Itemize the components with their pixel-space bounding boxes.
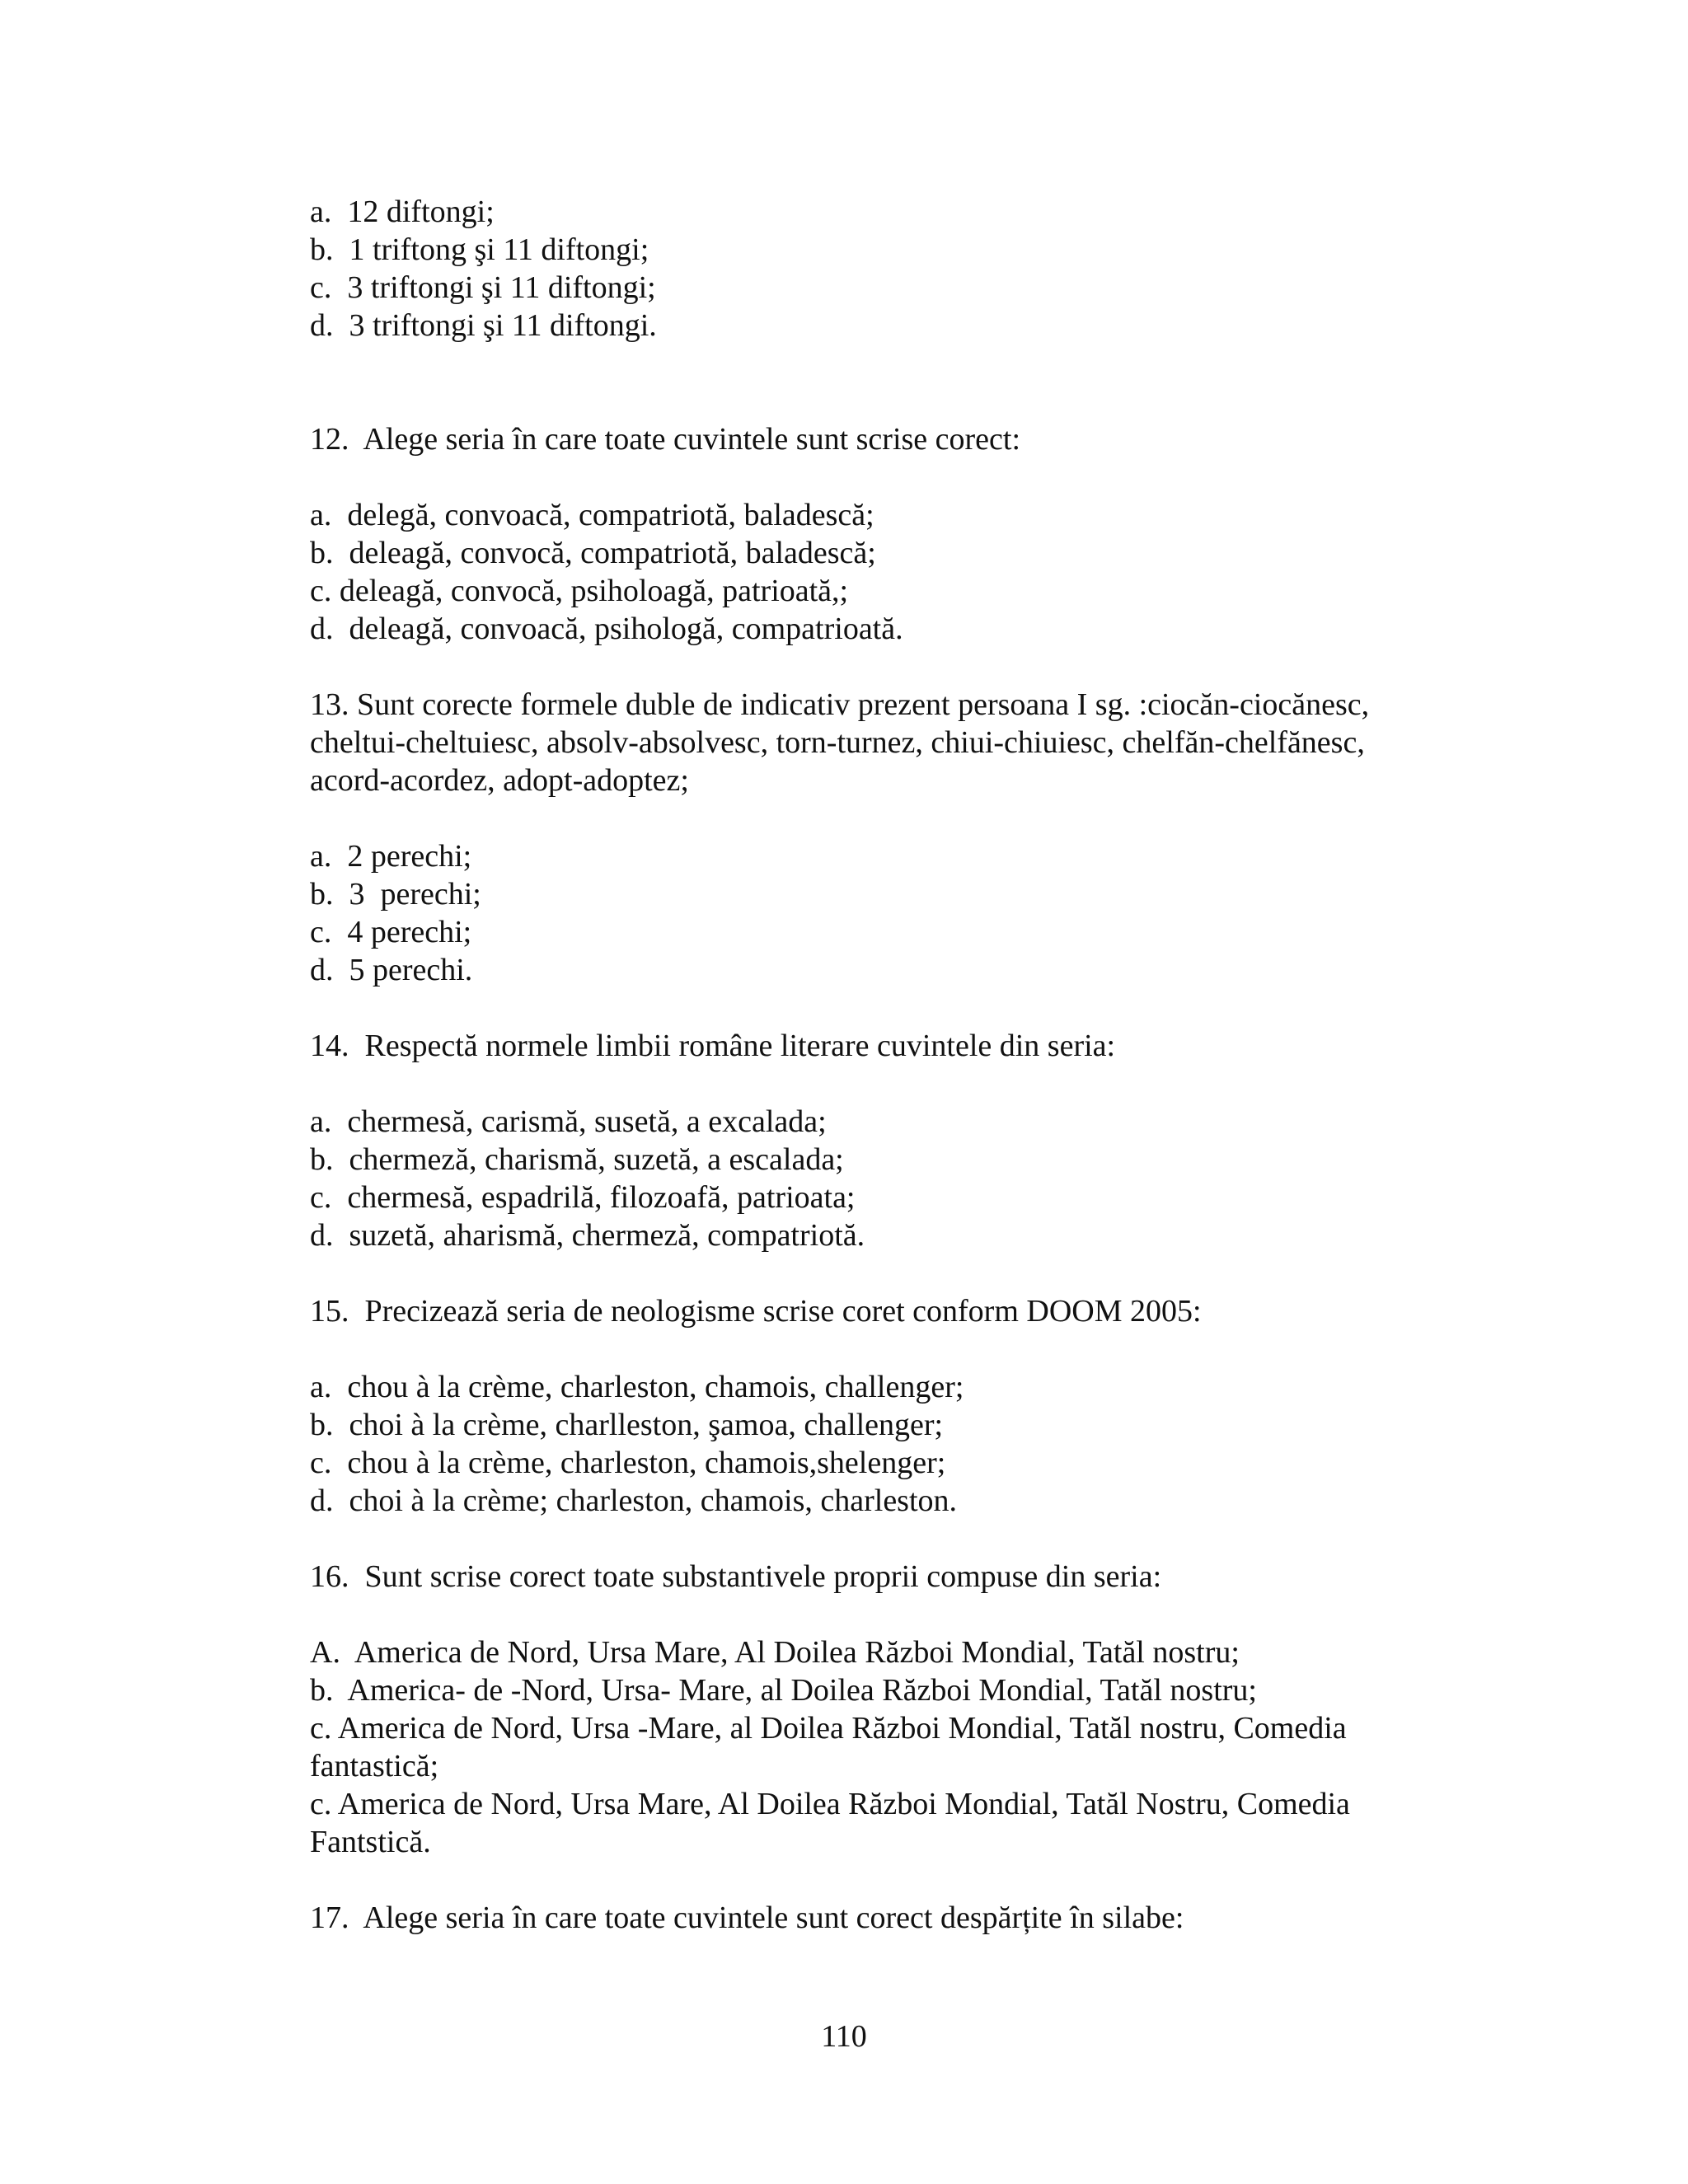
q14-text: 14. Respectă normele limbii române literare cuvintele din seria: — [310, 1029, 1116, 1063]
spacer — [310, 799, 1431, 837]
spacer — [310, 1254, 1431, 1292]
q16-option-b: b. America- de -Nord, Ursa- Mare, al Doilea Război Mondial, Tatăl nostru; — [310, 1673, 1257, 1708]
spacer — [310, 1596, 1431, 1633]
spacer — [310, 458, 1431, 496]
q13-option-a: a. 2 perechi; — [310, 839, 472, 874]
question-17 — [310, 1899, 1431, 1937]
q16-option-a: A. America de Nord, Ursa Mare, Al Doilea Război Mondial, Tatăl nostru; — [310, 1635, 1240, 1670]
q12-option-a: a. delegă, convoacă, compatriotă, baladescă; — [310, 498, 874, 532]
q11-option-d: d. 3 triftongi şi 11 diftongi. — [310, 308, 657, 343]
q13-option-b: b. 3 perechi; — [310, 877, 481, 912]
q13-option-d: d. 5 perechi. — [310, 953, 473, 987]
q12-option-b: b. deleagă, convocă, compatriotă, baladescă; — [310, 536, 876, 570]
question-15 — [310, 1292, 1431, 1520]
q11-option-b: b. 1 triftong şi 11 diftongi; — [310, 232, 649, 267]
q16-option-c2: c. America de Nord, Ursa Mare, Al Doilea Război Mondial, Tatăl Nostru, Comedia Fantstică. — [310, 1787, 1350, 1859]
q11-options — [310, 193, 1431, 344]
q15-option-d: d. choi à la crème; charleston, chamois, charleston. — [310, 1483, 958, 1518]
q15-option-b: b. choi à la crème, charlleston, şamoa, challenger; — [310, 1408, 944, 1442]
q15-option-a: a. chou à la crème, charleston, chamois, challenger; — [310, 1370, 964, 1404]
q14-option-b: b. chermeză, charismă, suzetă, a escalada; — [310, 1142, 844, 1177]
q16-text: 16. Sunt scrise corect toate substantivele proprii compuse din seria: — [310, 1559, 1162, 1594]
q15-text: 15. Precizează seria de neologisme scrise coret conform DOOM 2005: — [310, 1294, 1202, 1329]
q12-option-c: c. deleagă, convocă, psiholoagă, patrioată,; — [310, 574, 849, 608]
question-14 — [310, 1027, 1431, 1254]
q13-option-c: c. 4 perechi; — [310, 915, 472, 949]
q12-option-d: d. deleagă, convoacă, psihologă, compatrioată. — [310, 612, 903, 646]
q16-option-c1: c. America de Nord, Ursa -Mare, al Doilea Război Mondial, Tatăl nostru, Comedia fantastică; — [310, 1711, 1347, 1783]
q15-option-c: c. chou à la crème, charleston, chamois,shelenger; — [310, 1446, 946, 1480]
spacer — [310, 344, 1431, 420]
spacer — [310, 1861, 1431, 1899]
q12-text: 12. Alege seria în care toate cuvintele sunt scrise corect: — [310, 422, 1021, 457]
q11-option-a: a. 12 diftongi; — [310, 194, 495, 229]
q11-option-c: c. 3 triftongi şi 11 diftongi; — [310, 270, 656, 305]
q17-text: 17. Alege seria în care toate cuvintele sunt corect despărțite în silabe: — [310, 1900, 1184, 1935]
q14-option-d: d. suzetă, aharismă, chermeză, compatriotă. — [310, 1218, 865, 1253]
spacer — [310, 1520, 1431, 1558]
question-16 — [310, 1558, 1431, 1861]
q14-option-a: a. chermesă, carismă, susetă, a excalada; — [310, 1104, 827, 1139]
spacer — [310, 648, 1431, 686]
spacer — [310, 1065, 1431, 1103]
document-page — [310, 193, 1431, 1937]
question-13 — [310, 686, 1431, 989]
spacer — [310, 989, 1431, 1027]
question-12 — [310, 420, 1431, 648]
spacer — [310, 1330, 1431, 1368]
q13-text: 13. Sunt corecte formele duble de indicativ prezent persoana I sg. :ciocăn-ciocănesc, cheltui-cheltuiesc, absolv-absolvesc, torn-turnez, chiui-chiuiesc, chelfăn-chelfănesc, acord-acordez, adopt-adoptez; — [310, 687, 1370, 798]
page-number: 110 — [821, 2019, 867, 2054]
q14-option-c: c. chermesă, espadrilă, filozoafă, patrioata; — [310, 1180, 856, 1215]
